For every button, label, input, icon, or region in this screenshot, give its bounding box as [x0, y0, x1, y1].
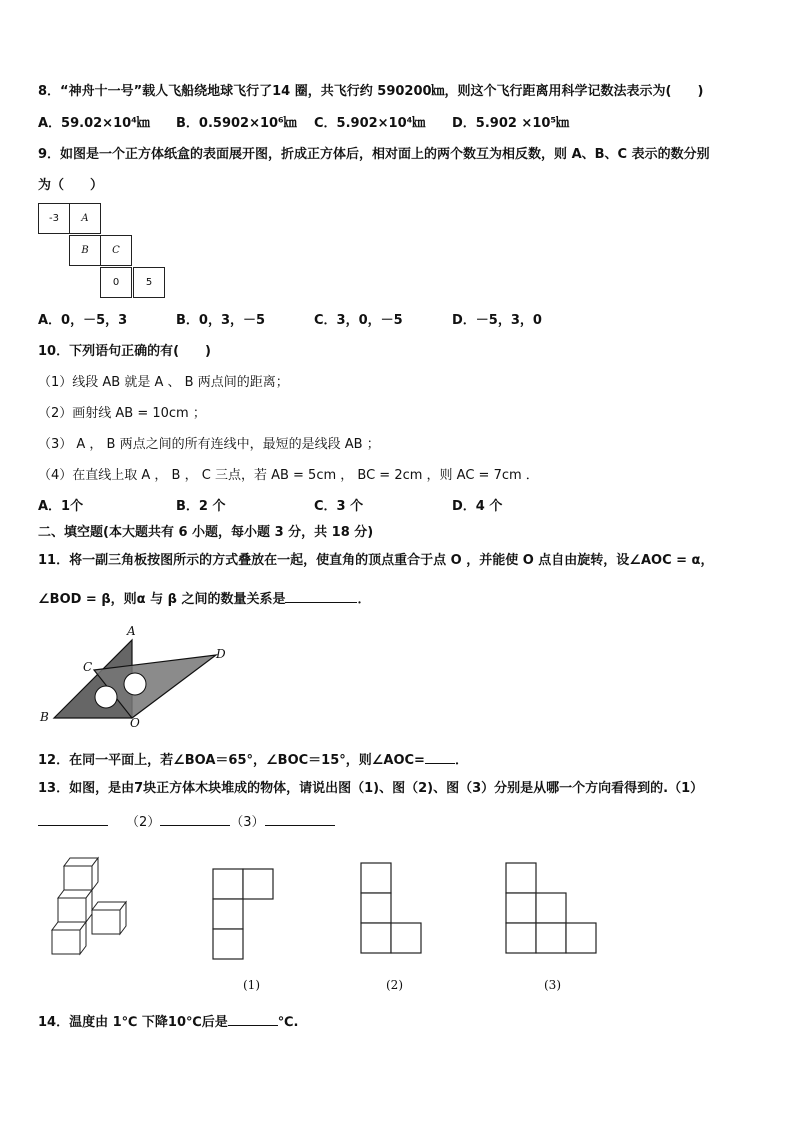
- q10-item-2: （2）画射线 AB = 10cm ；: [38, 406, 206, 421]
- q10-option-d: D．4 个: [452, 499, 503, 514]
- q11-stem-end: ．: [357, 592, 371, 607]
- q10-item-1: （1）线段 AB 就是 A 、 B 两点间的距离；: [38, 375, 289, 390]
- q12-stem: [38, 750, 468, 769]
- q13-blanks: [38, 812, 335, 831]
- view-3-label: (3): [544, 978, 561, 992]
- q14-stem: [38, 1012, 298, 1031]
- point-label-b: B: [40, 710, 49, 724]
- point-label-c: C: [83, 660, 93, 674]
- q13-label-2: （2）: [126, 815, 161, 830]
- q8-option-b: B．0.5902×10⁶㎞: [176, 116, 297, 131]
- q13-label-3: （3）: [230, 815, 265, 830]
- point-label-d: D: [216, 647, 226, 661]
- view-1-figure: [212, 868, 274, 960]
- net-cell: 5: [133, 267, 165, 298]
- ruler-hole: [124, 673, 146, 695]
- q10-option-b: B．2 个: [176, 499, 226, 514]
- net-cell: -3: [38, 203, 70, 234]
- q13-answer-blank-2[interactable]: [160, 812, 230, 826]
- net-cell: C: [100, 235, 132, 266]
- view-2-figure: [360, 862, 422, 954]
- ruler-hole: [95, 686, 117, 708]
- section-heading: 二、填空题(本大题共有 6 小题，每小题 3 分，共 18 分): [38, 525, 374, 540]
- q10-option-c: C．3 个: [314, 499, 364, 514]
- q8-stem: 8．“神舟十一号”载人飞船绕地球飞行了14 圈，共飞行约 590200㎞，则这个飞行距离用科学记数法表示为( ): [38, 84, 704, 99]
- q13-stem: 13．如图，是由7块正方体木块堆成的物体，请说出图（1)、图（2)、图（3）分别是从哪一个方向看得到的.（1）: [38, 781, 704, 796]
- q9-option-c: C．3，0，－5: [314, 313, 403, 328]
- q9-stem-line1: 9．如图是一个正方体纸盒的表面展开图，折成正方体后，相对面上的两个数互为相反数，则 A、B、C 表示的数分别: [38, 147, 710, 162]
- q11-stem-line1: 11．将一副三角板按图所示的方式叠放在一起，使直角的顶点重合于点 O ，并能使 O 点自由旋转，设∠AOC = α，: [38, 553, 714, 568]
- q11-stem-line2: [38, 589, 371, 608]
- q11-stem-text: ∠BOD = β，则α 与 β 之间的数量关系是: [38, 592, 286, 607]
- view-1-label: (1): [243, 978, 260, 992]
- q14-answer-blank[interactable]: [228, 1012, 278, 1026]
- q13-answer-blank-3[interactable]: [265, 812, 335, 826]
- net-cell: B: [69, 235, 101, 266]
- net-cell: A: [69, 203, 101, 234]
- q9-stem-line2: 为（ ）: [38, 178, 104, 193]
- q12-stem-end: ．: [454, 753, 468, 768]
- view-2-label: (2): [386, 978, 403, 992]
- q12-stem-text: 12．在同一平面上，若∠BOA＝65°，∠BOC＝15°，则∠AOC=: [38, 753, 425, 768]
- point-label-o: O: [130, 716, 140, 730]
- view-3-figure: [505, 862, 597, 954]
- q12-answer-blank[interactable]: [425, 750, 455, 764]
- q9-option-d: D．－5，3，0: [452, 313, 542, 328]
- q8-option-c: C．5.902×10⁴㎞: [314, 116, 426, 131]
- q11-answer-blank[interactable]: [285, 589, 357, 603]
- net-cell: 0: [100, 267, 132, 298]
- q10-item-4: （4）在直线上取 A ， B ， C 三点，若 AB = 5cm ， BC = 2cm ，则 AC = 7cm ．: [38, 468, 539, 483]
- q9-option-b: B．0，3，－5: [176, 313, 266, 328]
- q14-stem-text: 14．温度由 1℃ 下降10℃后是: [38, 1015, 228, 1030]
- q8-option-a: A．59.02×10⁴㎞: [38, 116, 150, 131]
- q13-answer-blank-1[interactable]: [38, 812, 108, 826]
- cube-net-figure: [38, 203, 168, 299]
- q9-option-a: A．0，－5，3: [38, 313, 128, 328]
- q10-stem: 10．下列语句正确的有( ): [38, 344, 211, 359]
- point-label-a: A: [127, 624, 136, 638]
- q8-option-d: D．5.902 ×10⁵㎞: [452, 116, 570, 131]
- cube-stack-figure: [46, 852, 136, 962]
- q14-stem-end: ℃.: [277, 1015, 299, 1030]
- q10-option-a: A．1个: [38, 499, 84, 514]
- q10-item-3: （3） A ， B 两点之间的所有连线中，最短的是线段 AB ；: [38, 437, 380, 452]
